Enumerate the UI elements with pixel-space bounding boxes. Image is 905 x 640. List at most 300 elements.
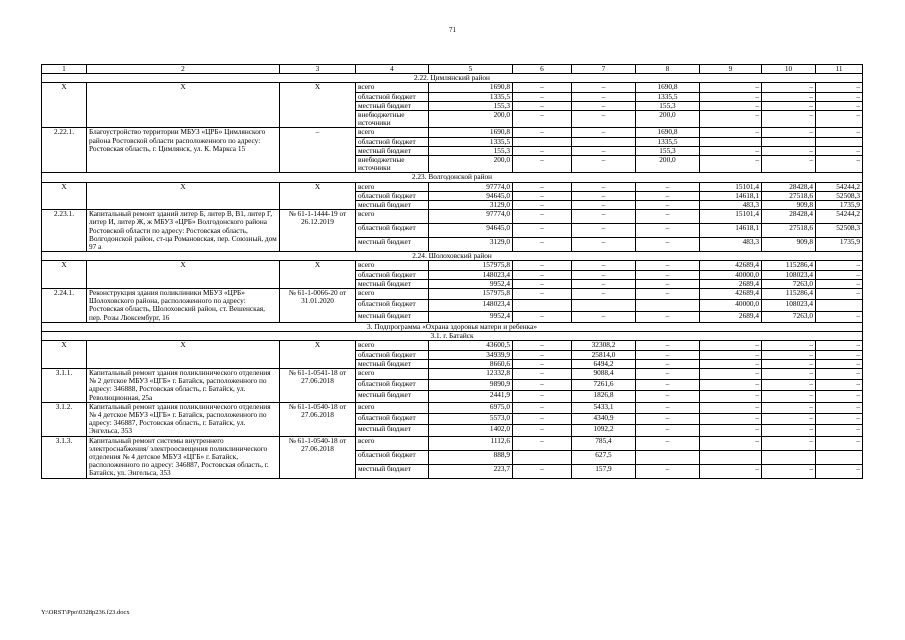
- table-row: [42, 436, 863, 450]
- funding-source: всего: [356, 289, 429, 300]
- amount-cell: 1335,5: [636, 137, 700, 146]
- amount-cell: –: [700, 83, 762, 92]
- amount-cell: [513, 450, 572, 464]
- amount-cell: –: [636, 425, 700, 436]
- table-row: [42, 83, 863, 92]
- section-title: 2.24. Шолоховский район: [42, 252, 863, 261]
- amount-cell: –: [636, 380, 700, 391]
- amount-cell: 6975,0: [429, 402, 513, 413]
- item-description: Х: [87, 83, 280, 128]
- amount-cell: –: [513, 350, 572, 359]
- amount-cell: –: [513, 279, 572, 288]
- amount-cell: [762, 450, 816, 464]
- amount-cell: –: [572, 261, 636, 270]
- amount-cell: –: [636, 413, 700, 424]
- amount-cell: 1826,8: [572, 391, 636, 402]
- funding-source: всего: [356, 402, 429, 413]
- permit-number: Х: [280, 182, 356, 210]
- funding-source: областной бюджет: [356, 137, 429, 146]
- amount-cell: –: [816, 368, 863, 379]
- amount-cell: –: [513, 359, 572, 368]
- amount-cell: [513, 137, 572, 146]
- amount-cell: –: [816, 402, 863, 413]
- amount-cell: 27518,6: [762, 191, 816, 200]
- funding-source: внебюджетные источники: [356, 156, 429, 173]
- amount-cell: 108023,4: [762, 270, 816, 279]
- amount-cell: –: [762, 83, 816, 92]
- amount-cell: –: [816, 391, 863, 402]
- amount-cell: –: [762, 464, 816, 478]
- amount-cell: –: [816, 261, 863, 270]
- amount-cell: –: [700, 128, 762, 137]
- amount-cell: 627,5: [572, 450, 636, 464]
- amount-cell: 2441,9: [429, 391, 513, 402]
- section-title: 2.22. Цимлянский район: [42, 74, 863, 83]
- funding-source: местный бюджет: [356, 238, 429, 252]
- funding-source: всего: [356, 210, 429, 224]
- funding-source: всего: [356, 128, 429, 137]
- amount-cell: 1335,5: [429, 92, 513, 101]
- funding-source: областной бюджет: [356, 270, 429, 279]
- amount-cell: –: [762, 92, 816, 101]
- amount-cell: 155,3: [636, 146, 700, 155]
- funding-source: всего: [356, 261, 429, 270]
- funding-source: всего: [356, 83, 429, 92]
- amount-cell: 28428,4: [762, 182, 816, 191]
- item-description: Х: [87, 261, 280, 289]
- amount-cell: –: [572, 201, 636, 210]
- amount-cell: –: [513, 92, 572, 101]
- amount-cell: –: [636, 289, 700, 300]
- amount-cell: 1735,9: [816, 238, 863, 252]
- amount-cell: 7263,0: [762, 311, 816, 322]
- table-row: [42, 341, 863, 350]
- amount-cell: –: [572, 311, 636, 322]
- amount-cell: 94645,0: [429, 224, 513, 238]
- amount-cell: 1690,8: [636, 83, 700, 92]
- amount-cell: –: [513, 436, 572, 450]
- funding-source: областной бюджет: [356, 350, 429, 359]
- amount-cell: –: [636, 311, 700, 322]
- amount-cell: 14618,1: [700, 191, 762, 200]
- amount-cell: 200,0: [429, 111, 513, 128]
- amount-cell: –: [636, 238, 700, 252]
- amount-cell: 2689,4: [700, 279, 762, 288]
- amount-cell: –: [572, 146, 636, 155]
- amount-cell: –: [762, 368, 816, 379]
- amount-cell: 1690,8: [636, 128, 700, 137]
- amount-cell: –: [700, 92, 762, 101]
- funding-source: областной бюджет: [356, 300, 429, 311]
- section-title-row: [42, 252, 863, 261]
- amount-cell: –: [513, 368, 572, 379]
- amount-cell: –: [816, 111, 863, 128]
- amount-cell: –: [816, 270, 863, 279]
- permit-number: № 61-1-0066-20 от 31.01.2020: [280, 289, 356, 323]
- column-numbers-row: [42, 65, 863, 74]
- amount-cell: –: [513, 289, 572, 300]
- column-number: 5: [429, 65, 513, 74]
- amount-cell: [816, 300, 863, 311]
- amount-cell: 40000,0: [700, 300, 762, 311]
- amount-cell: –: [572, 182, 636, 191]
- amount-cell: –: [762, 350, 816, 359]
- amount-cell: 12332,8: [429, 368, 513, 379]
- amount-cell: 155,3: [636, 101, 700, 110]
- section-title-row: [42, 332, 863, 341]
- funding-source: областной бюджет: [356, 380, 429, 391]
- amount-cell: –: [816, 146, 863, 155]
- amount-cell: 97774,0: [429, 210, 513, 224]
- amount-cell: –: [572, 92, 636, 101]
- amount-cell: 9952,4: [429, 279, 513, 288]
- amount-cell: 14618,1: [700, 224, 762, 238]
- amount-cell: 5573,0: [429, 413, 513, 424]
- amount-cell: 9952,4: [429, 311, 513, 322]
- amount-cell: –: [572, 210, 636, 224]
- amount-cell: –: [762, 436, 816, 450]
- item-number: 2.23.1.: [42, 210, 87, 252]
- amount-cell: –: [816, 464, 863, 478]
- table-row: [42, 402, 863, 413]
- amount-cell: 1690,8: [429, 128, 513, 137]
- amount-cell: 7261,6: [572, 380, 636, 391]
- amount-cell: –: [816, 83, 863, 92]
- amount-cell: –: [762, 341, 816, 350]
- amount-cell: 42689,4: [700, 289, 762, 300]
- item-number: Х: [42, 261, 87, 289]
- amount-cell: 483,3: [700, 201, 762, 210]
- item-number: 2.24.1.: [42, 289, 87, 323]
- item-number: 2.22.1.: [42, 128, 87, 173]
- column-number: 11: [816, 65, 863, 74]
- amount-cell: –: [636, 341, 700, 350]
- amount-cell: –: [700, 341, 762, 350]
- amount-cell: –: [636, 224, 700, 238]
- item-number: Х: [42, 83, 87, 128]
- column-number: 6: [513, 65, 572, 74]
- item-description: Реконструкция здания поликлиники МБУЗ «ЦРБ» Шолоховского района, расположенного по адресу: Ростовская область, Шолоховский район, ст. Вешенская, пер. Розы Люксембург, 16: [87, 289, 280, 323]
- amount-cell: –: [700, 111, 762, 128]
- amount-cell: 43600,5: [429, 341, 513, 350]
- amount-cell: –: [572, 279, 636, 288]
- amount-cell: 888,9: [429, 450, 513, 464]
- amount-cell: –: [636, 261, 700, 270]
- permit-number: № 61-1-0540-18 от 27.06.2018: [280, 402, 356, 436]
- amount-cell: –: [513, 380, 572, 391]
- amount-cell: –: [513, 391, 572, 402]
- amount-cell: –: [572, 128, 636, 137]
- amount-cell: 3129,0: [429, 238, 513, 252]
- column-number: 8: [636, 65, 700, 74]
- amount-cell: –: [636, 464, 700, 478]
- amount-cell: –: [513, 210, 572, 224]
- amount-cell: –: [572, 156, 636, 173]
- amount-cell: –: [700, 402, 762, 413]
- amount-cell: 155,3: [429, 146, 513, 155]
- funding-source: областной бюджет: [356, 224, 429, 238]
- amount-cell: [636, 300, 700, 311]
- amount-cell: –: [513, 224, 572, 238]
- amount-cell: 1690,8: [429, 83, 513, 92]
- amount-cell: –: [762, 380, 816, 391]
- amount-cell: –: [700, 156, 762, 173]
- amount-cell: 108023,4: [762, 300, 816, 311]
- amount-cell: 42689,4: [700, 261, 762, 270]
- section-title-row: [42, 74, 863, 83]
- amount-cell: –: [636, 368, 700, 379]
- amount-cell: –: [513, 191, 572, 200]
- amount-cell: –: [762, 128, 816, 137]
- amount-cell: –: [700, 380, 762, 391]
- funding-source: местный бюджет: [356, 359, 429, 368]
- amount-cell: 9890,9: [429, 380, 513, 391]
- amount-cell: –: [816, 359, 863, 368]
- amount-cell: 223,7: [429, 464, 513, 478]
- amount-cell: –: [762, 402, 816, 413]
- permit-number: –: [280, 128, 356, 173]
- amount-cell: 483,3: [700, 238, 762, 252]
- amount-cell: –: [513, 270, 572, 279]
- amount-cell: –: [513, 83, 572, 92]
- item-number: Х: [42, 341, 87, 369]
- amount-cell: 2689,4: [700, 311, 762, 322]
- amount-cell: –: [513, 201, 572, 210]
- column-number: 2: [87, 65, 280, 74]
- amount-cell: 94645,0: [429, 191, 513, 200]
- amount-cell: –: [700, 368, 762, 379]
- amount-cell: 32308,2: [572, 341, 636, 350]
- funding-source: местный бюджет: [356, 425, 429, 436]
- amount-cell: 909,8: [762, 238, 816, 252]
- amount-cell: –: [816, 380, 863, 391]
- amount-cell: [816, 137, 863, 146]
- funding-source: местный бюджет: [356, 201, 429, 210]
- funding-source: областной бюджет: [356, 413, 429, 424]
- amount-cell: –: [636, 182, 700, 191]
- amount-cell: –: [513, 101, 572, 110]
- amount-cell: –: [572, 238, 636, 252]
- amount-cell: 52508,3: [816, 224, 863, 238]
- item-number: Х: [42, 182, 87, 210]
- column-number: 4: [356, 65, 429, 74]
- amount-cell: –: [513, 425, 572, 436]
- amount-cell: [572, 300, 636, 311]
- amount-cell: –: [513, 311, 572, 322]
- amount-cell: –: [513, 182, 572, 191]
- amount-cell: –: [762, 425, 816, 436]
- funding-source: областной бюджет: [356, 191, 429, 200]
- funding-source: всего: [356, 436, 429, 450]
- amount-cell: 9088,4: [572, 368, 636, 379]
- amount-cell: –: [816, 289, 863, 300]
- amount-cell: 200,0: [429, 156, 513, 173]
- amount-cell: –: [513, 156, 572, 173]
- amount-cell: –: [636, 350, 700, 359]
- amount-cell: 54244,2: [816, 182, 863, 191]
- amount-cell: –: [700, 413, 762, 424]
- amount-cell: –: [762, 359, 816, 368]
- amount-cell: 200,0: [636, 111, 700, 128]
- amount-cell: [700, 450, 762, 464]
- table-row: [42, 210, 863, 224]
- amount-cell: 54244,2: [816, 210, 863, 224]
- funding-source: местный бюджет: [356, 101, 429, 110]
- section-title-row: [42, 173, 863, 182]
- amount-cell: 785,4: [572, 436, 636, 450]
- amount-cell: –: [700, 101, 762, 110]
- budget-table: [41, 64, 863, 479]
- amount-cell: 148023,4: [429, 300, 513, 311]
- column-number: 10: [762, 65, 816, 74]
- amount-cell: –: [816, 128, 863, 137]
- item-description: Х: [87, 341, 280, 369]
- amount-cell: 34939,9: [429, 350, 513, 359]
- permit-number: Х: [280, 341, 356, 369]
- item-description: Капитальный ремонт зданий литер Б, литер В, В1, литер Г, литер И, литер Ж, ж МБУЗ «ЦРБ» Волгодонского района Ростовской области по адресу: Ростовская область, Волгодонской район, ст-ца Романовская, пер. Союзный, дом 97 а: [87, 210, 280, 252]
- item-description: Благоустройство территории МБУЗ «ЦРБ» Цимлянского района Ростовской области расположенного по адресу: Ростовская область, г. Цимлянск, ул. К. Маркса 15: [87, 128, 280, 173]
- amount-cell: –: [816, 101, 863, 110]
- amount-cell: –: [636, 391, 700, 402]
- amount-cell: –: [816, 350, 863, 359]
- amount-cell: –: [572, 289, 636, 300]
- amount-cell: 52508,3: [816, 191, 863, 200]
- amount-cell: –: [762, 413, 816, 424]
- amount-cell: –: [636, 436, 700, 450]
- amount-cell: 1402,0: [429, 425, 513, 436]
- amount-cell: –: [513, 238, 572, 252]
- amount-cell: –: [513, 402, 572, 413]
- permit-number: № 61-1-1444-19 от 26.12.2019: [280, 210, 356, 252]
- amount-cell: –: [636, 270, 700, 279]
- amount-cell: 909,8: [762, 201, 816, 210]
- amount-cell: –: [636, 359, 700, 368]
- amount-cell: 115286,4: [762, 289, 816, 300]
- amount-cell: –: [572, 83, 636, 92]
- amount-cell: 4340,9: [572, 413, 636, 424]
- column-number: 7: [572, 65, 636, 74]
- funding-source: местный бюджет: [356, 311, 429, 322]
- amount-cell: 3129,0: [429, 201, 513, 210]
- amount-cell: –: [700, 359, 762, 368]
- amount-cell: [762, 137, 816, 146]
- amount-cell: 200,0: [636, 156, 700, 173]
- section-title-row: [42, 322, 863, 331]
- amount-cell: 27518,6: [762, 224, 816, 238]
- funding-source: всего: [356, 182, 429, 191]
- page-number: 71: [449, 26, 456, 34]
- amount-cell: –: [513, 111, 572, 128]
- amount-cell: –: [700, 425, 762, 436]
- amount-cell: –: [513, 413, 572, 424]
- table-row: [42, 289, 863, 300]
- amount-cell: 1335,5: [429, 137, 513, 146]
- section-title: 3. Подпрограмма «Охрана здоровья матери и ребенка»: [42, 322, 863, 331]
- amount-cell: –: [700, 464, 762, 478]
- amount-cell: 15101,4: [700, 182, 762, 191]
- amount-cell: –: [816, 279, 863, 288]
- amount-cell: 6494,2: [572, 359, 636, 368]
- funding-source: местный бюджет: [356, 279, 429, 288]
- amount-cell: –: [572, 224, 636, 238]
- amount-cell: –: [513, 146, 572, 155]
- funding-source: всего: [356, 368, 429, 379]
- file-path-footer: Y:\ORST\Ppo\0328p236.f23.docx: [41, 609, 130, 616]
- amount-cell: 5433,1: [572, 402, 636, 413]
- permit-number: № 61-1-0540-18 от 27.06.2018: [280, 436, 356, 478]
- amount-cell: –: [513, 128, 572, 137]
- amount-cell: 97774,0: [429, 182, 513, 191]
- funding-source: внебюджетные источники: [356, 111, 429, 128]
- amount-cell: 25814,0: [572, 350, 636, 359]
- amount-cell: 8660,6: [429, 359, 513, 368]
- item-description: Капитальный ремонт здания поликлинического отделения № 2 детское МБУЗ «ЦГБ» г. Батайск, расположенного по адресу: 346888, Ростовская область, г. Батайск, ул. Революционная, 25а: [87, 368, 280, 402]
- section-title: 2.23. Волгодонской район: [42, 173, 863, 182]
- amount-cell: –: [762, 111, 816, 128]
- amount-cell: –: [513, 464, 572, 478]
- amount-cell: –: [816, 413, 863, 424]
- amount-cell: –: [636, 201, 700, 210]
- section-title: 3.1. г. Батайск: [42, 332, 863, 341]
- column-number: 3: [280, 65, 356, 74]
- amount-cell: –: [700, 391, 762, 402]
- table-row: [42, 182, 863, 191]
- amount-cell: –: [636, 191, 700, 200]
- amount-cell: 148023,4: [429, 270, 513, 279]
- permit-number: Х: [280, 261, 356, 289]
- amount-cell: –: [572, 101, 636, 110]
- amount-cell: 157975,8: [429, 289, 513, 300]
- amount-cell: 1735,9: [816, 201, 863, 210]
- amount-cell: [636, 450, 700, 464]
- amount-cell: 7263,0: [762, 279, 816, 288]
- item-number: 3.1.1.: [42, 368, 87, 402]
- amount-cell: 15101,4: [700, 210, 762, 224]
- funding-source: всего: [356, 341, 429, 350]
- amount-cell: –: [572, 191, 636, 200]
- amount-cell: [513, 300, 572, 311]
- amount-cell: [700, 137, 762, 146]
- amount-cell: 115286,4: [762, 261, 816, 270]
- amount-cell: 1335,5: [636, 92, 700, 101]
- funding-source: областной бюджет: [356, 450, 429, 464]
- amount-cell: –: [816, 156, 863, 173]
- amount-cell: 28428,4: [762, 210, 816, 224]
- amount-cell: –: [700, 436, 762, 450]
- amount-cell: –: [762, 146, 816, 155]
- amount-cell: –: [636, 279, 700, 288]
- amount-cell: 155,3: [429, 101, 513, 110]
- amount-cell: –: [762, 391, 816, 402]
- amount-cell: –: [816, 436, 863, 450]
- amount-cell: –: [762, 156, 816, 173]
- amount-cell: –: [636, 402, 700, 413]
- item-number: 3.1.2.: [42, 402, 87, 436]
- amount-cell: –: [513, 261, 572, 270]
- item-description: Капитальный ремонт здания поликлинического отделения № 4 детское МБУЗ «ЦГБ» г. Батайск, расположенного по адресу: 346887, Ростовская область, г. Батайск, ул. Энгельса, 353: [87, 402, 280, 436]
- amount-cell: 157,9: [572, 464, 636, 478]
- amount-cell: –: [816, 425, 863, 436]
- column-number: 1: [42, 65, 87, 74]
- permit-number: № 61-1-0541-18 от 27.06.2018: [280, 368, 356, 402]
- amount-cell: –: [513, 341, 572, 350]
- amount-cell: –: [572, 111, 636, 128]
- table-row: [42, 368, 863, 379]
- amount-cell: –: [700, 350, 762, 359]
- table-row: [42, 261, 863, 270]
- permit-number: Х: [280, 83, 356, 128]
- amount-cell: –: [816, 92, 863, 101]
